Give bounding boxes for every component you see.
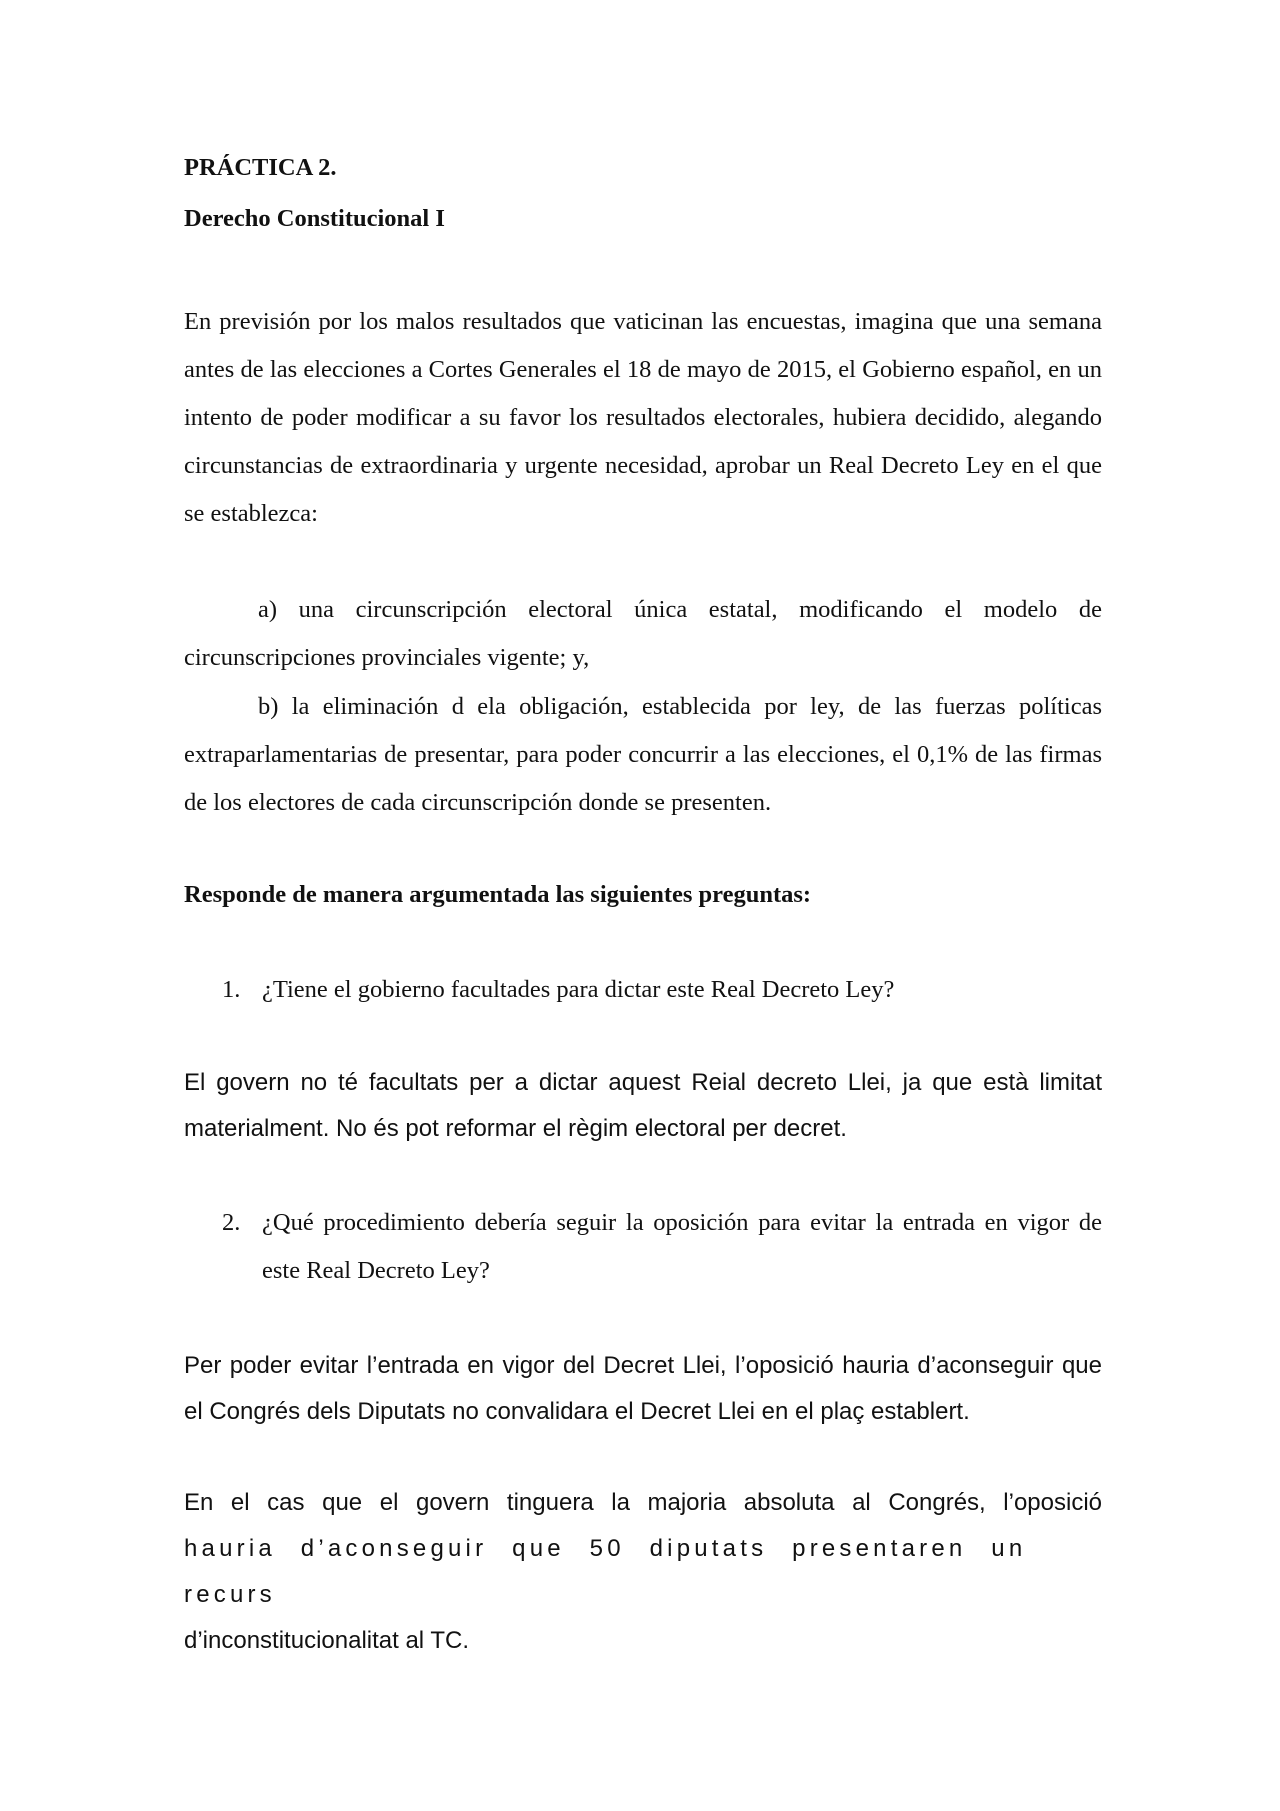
answer-2-paragraph-1: Per poder evitar l’entrada en vigor del Decret Llei, l’oposició hauria d’aconseguir que el Congrés dels Diputats no convalidara el Decret Llei en el plaç establert.	[184, 1352, 1102, 1425]
list-item-label: a)	[258, 596, 278, 623]
answer-2-line-3: d’inconstitucionalitat al TC.	[184, 1627, 470, 1654]
question-text: ¿Tiene el gobierno facultades para dictar este Real Decreto Ley?	[262, 976, 895, 1003]
list-item-a	[184, 586, 1102, 682]
question-text: ¿Qué procedimiento debería seguir la oposición para evitar la entrada en vigor de este Real Decreto Ley?	[262, 1209, 1102, 1284]
instruction-heading: Responde de manera argumentada las siguientes preguntas:	[184, 881, 812, 908]
question-2	[222, 1199, 1102, 1295]
list-item-b	[184, 683, 1102, 827]
document-title: PRÁCTICA 2.	[184, 154, 337, 181]
list-item-text: la eliminación d ela obligación, establecida por ley, de las fuerzas políticas extraparlamentarias de presentar, para poder concurrir a las elecciones, el 0,1% de las firmas de los electores de cada circunscripción donde se presenten.	[184, 693, 1103, 816]
answer-2-line-1: En el cas que el govern tinguera la majoria absoluta al Congrés, l’oposició	[184, 1489, 1102, 1516]
answer-2-line-2: hauria d’aconseguir que 50 diputats presentaren un recurs	[184, 1535, 1027, 1608]
question-number: 2.	[222, 1209, 241, 1236]
document-subtitle: Derecho Constitucional I	[184, 205, 445, 232]
answer-2-paragraph-2	[184, 1480, 1102, 1664]
answer-1: El govern no té facultats per a dictar aquest Reial decreto Llei, ja que està limitat materialment. No és pot reformar el règim electoral per decret.	[184, 1069, 1102, 1142]
question-1	[222, 966, 1102, 1014]
list-item-text: una circunscripción electoral única estatal, modificando el modelo de circunscripciones provinciales vigente; y,	[184, 596, 1102, 671]
intro-paragraph: En previsión por los malos resultados que vaticinan las encuestas, imagina que una semana antes de las elecciones a Cortes Generales el 18 de mayo de 2015, el Gobierno español, en un intento de poder modificar a su favor los resultados electorales, hubiera decidido, alegando circunstancias de extraordinaria y urgente necesidad, aprobar un Real Decreto Ley en el que se establezca:	[184, 308, 1102, 527]
list-item-label: b)	[258, 693, 279, 720]
question-number: 1.	[222, 976, 241, 1003]
